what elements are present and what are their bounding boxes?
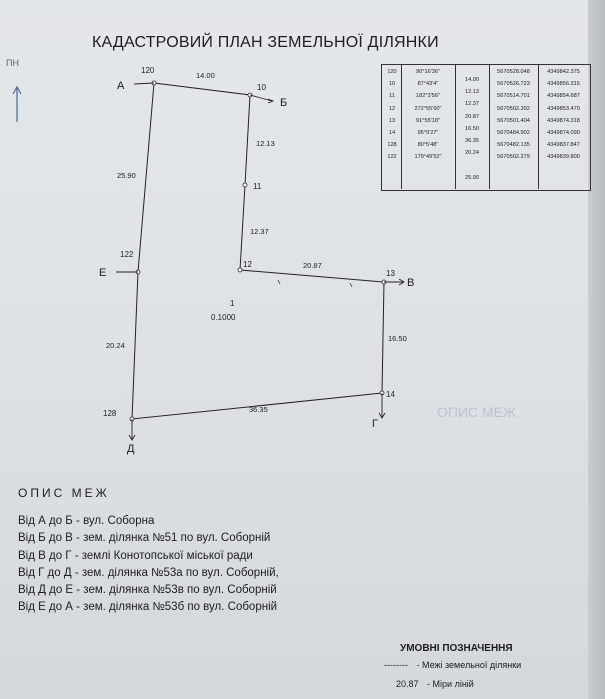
- y-cell: 4349874.090: [547, 130, 580, 137]
- point-cell: 10: [388, 81, 396, 88]
- table-distance: 16.50: [465, 126, 479, 132]
- angle-cell: 91°55'18": [416, 117, 440, 124]
- angle-cell: 90°16'36": [416, 69, 440, 76]
- parcel-number: 1: [230, 299, 235, 308]
- corner-letter: А: [117, 80, 125, 92]
- corner-letter: В: [407, 277, 415, 289]
- description-line: Від Г до Д - зем. ділянка №53а по вул. Соборній,: [18, 566, 279, 579]
- boundary-description: [18, 513, 279, 617]
- corner-letter: Д: [127, 443, 135, 455]
- legend-text: - Міри ліній: [427, 679, 474, 689]
- vertex-label: 12: [243, 260, 252, 269]
- legend-item: [384, 679, 474, 689]
- parcel-area: 0.1000: [211, 313, 236, 322]
- table-distance: 36.35: [465, 138, 479, 144]
- vertex-label: 128: [103, 409, 117, 418]
- distance-label: 20.24: [106, 341, 125, 350]
- letter-leaders: [116, 83, 404, 440]
- legend-item: [384, 660, 521, 670]
- boundary-ticks: [278, 280, 352, 287]
- legend-symbol: --------: [384, 660, 408, 670]
- x-cell: 5670526.723: [497, 81, 530, 88]
- distance-label: 20.87: [303, 261, 322, 270]
- legend-symbol: 20.87: [396, 679, 419, 689]
- point-cell: 13: [388, 117, 396, 124]
- distance-label: 12.37: [250, 227, 269, 236]
- vertex-label: 122: [120, 250, 134, 259]
- description-line: Від А до Б - вул. Соборна: [18, 515, 155, 527]
- x-cell: 5670528.048: [497, 69, 530, 76]
- angle-cell: 272°55'60": [414, 105, 442, 112]
- table-distance: 12.37: [465, 101, 479, 107]
- description-line: Від В до Г - землі Конотопської міської ради: [18, 549, 253, 562]
- x-cell: 5670484.902: [497, 130, 530, 137]
- point-cell: 14: [388, 130, 396, 137]
- x-cell: 5670502.392: [497, 105, 530, 112]
- angle-cell: 80°5'48": [417, 142, 439, 149]
- table-distance: 12.13: [465, 89, 479, 95]
- corner-letter: Г: [372, 418, 378, 430]
- point-cell: 11: [389, 93, 395, 100]
- vertex-markers: [130, 81, 386, 421]
- vertex-label: 14: [386, 390, 395, 399]
- distance-label: 36.35: [249, 405, 268, 414]
- point-cell: 128: [387, 142, 397, 149]
- boundary-description-title: ОПИС МЕЖ: [18, 486, 110, 500]
- point-cell: 12: [388, 105, 396, 112]
- distance-label: 25.90: [117, 171, 136, 180]
- point-cell: 120: [387, 69, 397, 76]
- description-line: Від Д до Е - зем. ділянка №53в по вул. Соборній: [18, 584, 277, 597]
- y-cell: 4349839.800: [547, 154, 580, 161]
- x-cell: 5670482.135: [497, 142, 530, 149]
- distance-label: 14.00: [196, 71, 215, 80]
- bleed-through-text: ОПИС МЕЖ: [437, 404, 516, 420]
- y-cell: 4349874.318: [547, 117, 580, 124]
- point-cell: 122: [387, 154, 397, 161]
- description-line: Від Е до А - зем. ділянка №53б по вул. Соборній: [18, 601, 278, 614]
- table-distance: 20.24: [465, 150, 479, 156]
- x-cell: 5670502.279: [497, 154, 530, 161]
- vertex-label: 120: [141, 66, 155, 75]
- table-distance: 25.90: [465, 175, 479, 181]
- corner-letter: Е: [99, 267, 107, 279]
- corner-letter: Б: [280, 97, 288, 109]
- legend-text: - Межі земельної ділянки: [416, 660, 522, 670]
- table-distance: 14.00: [465, 77, 479, 83]
- table-distance: 20.87: [465, 114, 479, 120]
- page-title: КАДАСТРОВИЙ ПЛАН ЗЕМЕЛЬНОЇ ДІЛЯНКИ: [92, 34, 439, 51]
- angle-cell: 182°3'56": [416, 93, 440, 100]
- y-cell: 4349856.315: [547, 81, 580, 88]
- angle-cell: 95°9'27": [417, 130, 439, 137]
- y-cell: 4349854.687: [547, 93, 580, 100]
- distance-label: 16.50: [388, 334, 407, 343]
- y-cell: 4349853.470: [547, 105, 580, 112]
- y-cell: 4349842.375: [547, 69, 580, 76]
- vertex-label: 10: [257, 83, 266, 92]
- north-label: ПН: [6, 58, 19, 68]
- angle-cell: 179°49'52": [414, 154, 442, 161]
- vertex-label: 13: [386, 269, 395, 278]
- x-cell: 5670501.404: [497, 117, 530, 124]
- x-cell: 5670514.701: [497, 93, 530, 100]
- y-cell: 4349837.847: [547, 142, 580, 149]
- vertex-label: 11: [253, 182, 262, 191]
- legend-title: УМОВНІ ПОЗНАЧЕННЯ: [400, 643, 513, 654]
- table-distance-column: [455, 64, 489, 189]
- parcel-boundary: [132, 83, 384, 419]
- description-line: Від Б до В - зем. ділянка №51 по вул. Соборній: [18, 532, 271, 545]
- distance-label: 12.13: [256, 139, 275, 148]
- angle-cell: 87°43'4": [417, 81, 439, 88]
